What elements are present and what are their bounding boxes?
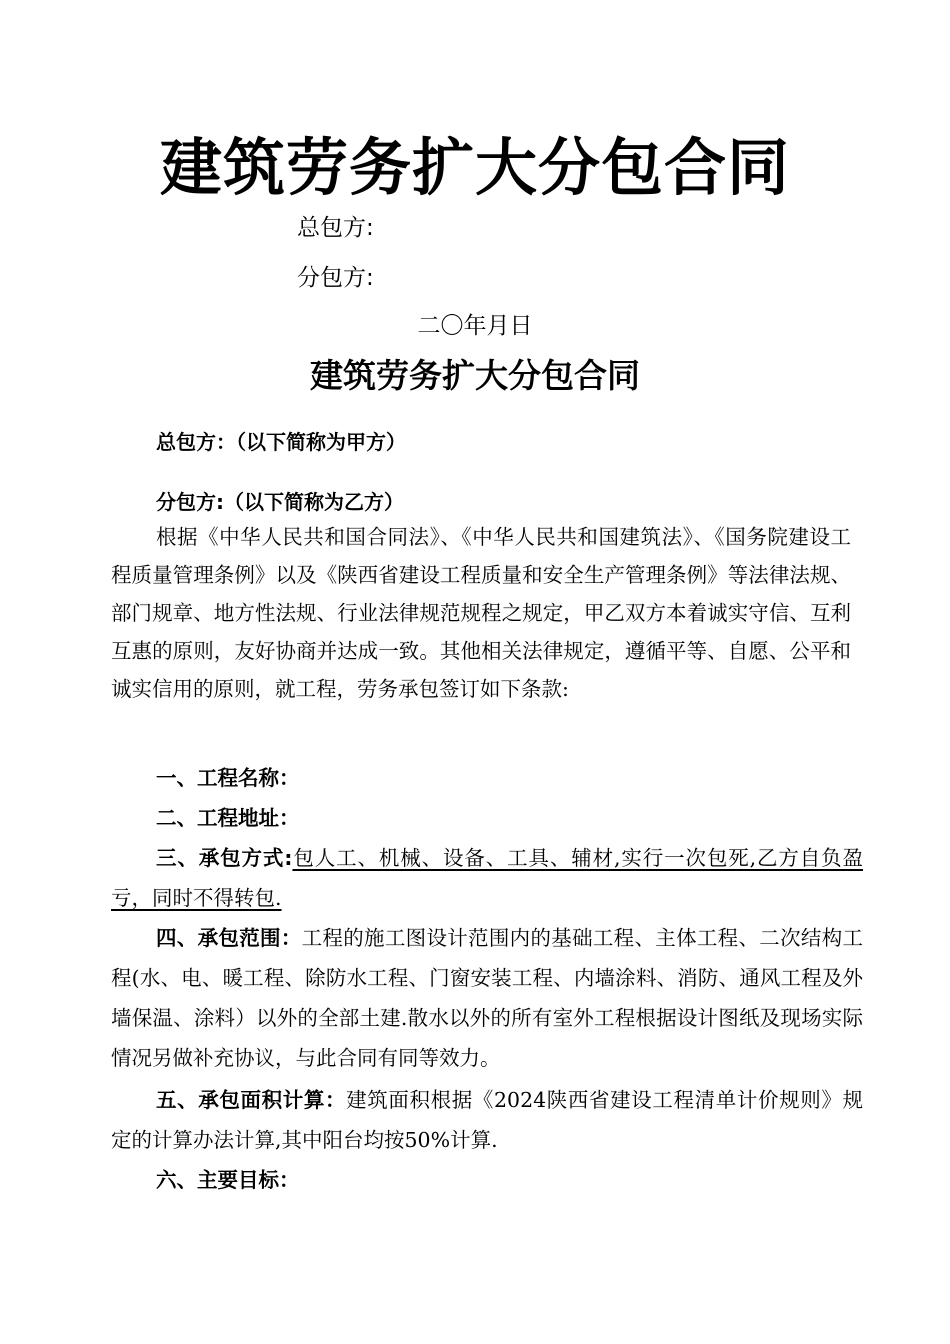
cover-title: 建筑劳务扩大分包合同 <box>159 131 790 204</box>
clause-3 <box>111 838 863 918</box>
clause-text: 包人工、机械、设备、工具、辅材,实行一次包死,乙方自负盈亏，同时不得转包. <box>111 846 863 910</box>
clause-1 <box>111 758 863 798</box>
clause-4 <box>111 918 863 1078</box>
clause-heading: 二、工程地址： <box>156 806 300 830</box>
preamble-paragraph: 根据《中华人民共和国合同法》、《中华人民共和国建筑法》、《国务院建设工程质量管理条例》以及《陕西省建设工程质量和安全生产管理条例》等法律法规、部门规章、地方性法规、行业法律规范规程之规定，甲乙双方本着诚实守信、互利互惠的原则，友好协商并达成一致。其他相关法律规定，遵循平等、自愿、公平和诚实信用的原则，就工程，劳务承包签订如下条款: <box>111 525 851 701</box>
clause-text: 工程的施工图设计范围内的基础工程、主体工程、二次结构工程(水、电、暖工程、除防水工程、门窗安装工程、内墙涂料、消防、通风工程及外墙保温、涂料）以外的全部土建.散水以外的所有室外工程根据设计图纸及现场实际情况另做补充协议，与此合同有同等效力。 <box>111 926 864 1070</box>
cover-subcontractor: 分包方: <box>297 265 374 291</box>
clause-heading: 四、承包范围： <box>156 926 302 950</box>
cover-general-contractor: 总包方: <box>297 215 374 241</box>
contract-title: 建筑劳务扩大分包合同 <box>310 356 640 395</box>
clause-heading: 五、承包面积计算： <box>156 1088 347 1112</box>
clause-2 <box>111 798 863 838</box>
clause-6 <box>111 1160 863 1200</box>
party-a-line: 总包方：（以下简称为甲方） <box>156 430 406 454</box>
clause-heading: 六、主要目标： <box>156 1168 300 1192</box>
clause-heading: 一、工程名称： <box>156 766 300 790</box>
clause-text: 建筑面积根据《2024陕西省建设工程清单计价规则》规定的计算办法计算,其中阳台均按50%计算. <box>111 1088 864 1152</box>
party-b-line: 分包方:（以下简称为乙方） <box>156 490 404 514</box>
clause-heading: 三、承包方式: <box>156 846 293 870</box>
clause-5 <box>111 1080 863 1160</box>
cover-date: 二〇年月日 <box>417 313 533 339</box>
